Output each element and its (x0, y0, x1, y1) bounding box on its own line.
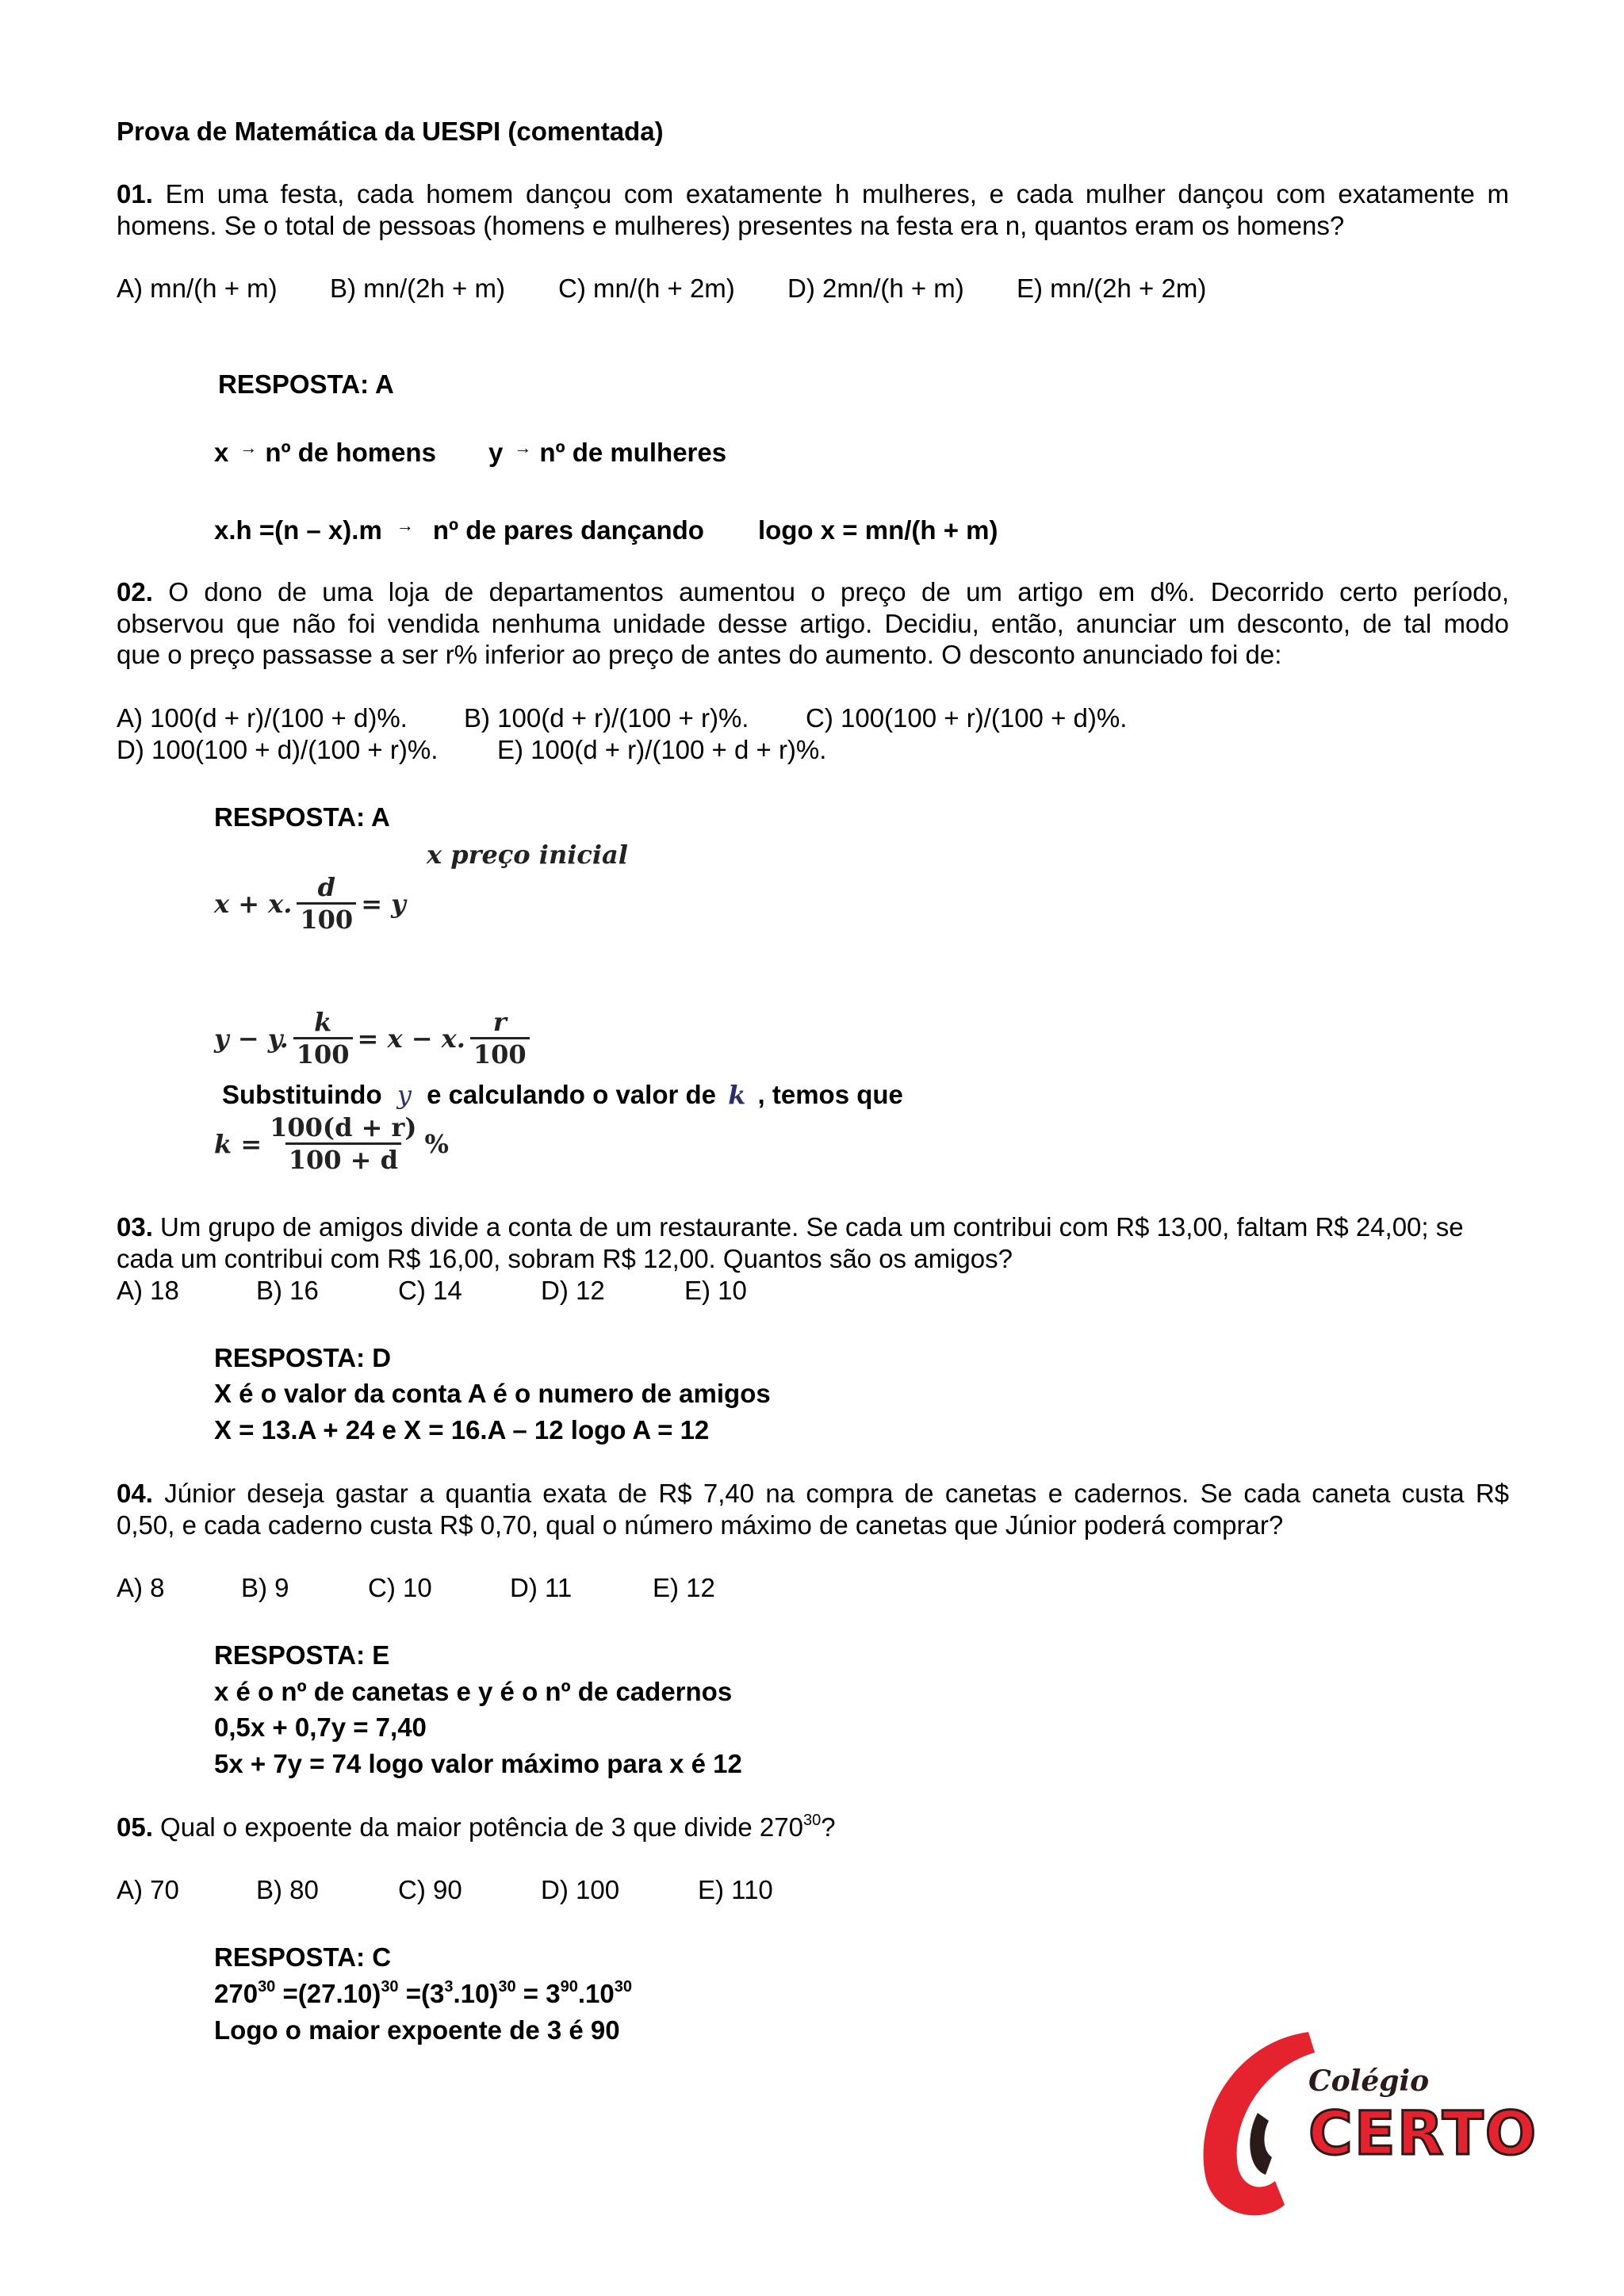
equation-line (214, 515, 998, 546)
solution-line: x é o nº de canetas e y é o nº de cadernos (214, 1677, 733, 1706)
equation-part: k = (214, 1128, 262, 1159)
logo-line-2: CERTO (1308, 2098, 1538, 2168)
result-formula (214, 1112, 449, 1175)
question-number: 03. (117, 1212, 153, 1242)
option-c: C) 90 (398, 1875, 462, 1904)
calc-part: 270 (214, 1979, 259, 2008)
option-d: D) 11 (510, 1573, 573, 1602)
equation-discount (214, 1007, 534, 1070)
calc-part: =(3 (398, 1979, 445, 2008)
question-3-line-2: cada um contribui com R$ 16,00, sobram R$ 12,00. Quantos são os amigos? (117, 1244, 1013, 1273)
colegio-certo-logo (1189, 2018, 1554, 2224)
substitution-line (222, 1079, 903, 1111)
exponent: 30 (381, 1978, 399, 1996)
exponent: 3 (444, 1978, 454, 1996)
option-e: E) 100(d + r)/(100 + d + r)%. (497, 735, 827, 764)
question-4-line-2: 0,50, e cada caderno custa R$ 0,70, qual o número máximo de canetas que Júnior poderá comprar? (117, 1510, 1284, 1540)
question-text: O dono de uma loja de departamentos aumentou o preço de um artigo em d%. Decorrido certo período, (168, 577, 1509, 607)
option-d: D) 12 (541, 1276, 605, 1305)
equation-text: nº de pares dançando (432, 515, 704, 545)
solution-calculation (214, 1978, 632, 2010)
exponent: 30 (258, 1978, 276, 1996)
option-b: B) 80 (256, 1875, 319, 1904)
question-text: Um grupo de amigos divide a conta de um restaurante. Se cada um contribui com R$ 13,00, faltam R$ 24,00; se (160, 1212, 1464, 1242)
question-4-line-1 (117, 1478, 1509, 1510)
question-number: 05. (117, 1812, 153, 1842)
solution-line: X é o valor da conta A é o numero de amigos (214, 1379, 771, 1408)
var-k: k (728, 1080, 746, 1110)
denominator: 100 (293, 1037, 353, 1070)
option-c: C) 10 (368, 1573, 432, 1602)
equation-part: = x − x. (357, 1023, 465, 1054)
solution-line: Logo o maior expoente de 3 é 90 (214, 2015, 620, 2045)
option-d: D) 100 (541, 1875, 620, 1904)
option-a: A) 18 (117, 1276, 179, 1305)
answer-label: RESPOSTA: C (214, 1942, 392, 1972)
question-1-options (117, 273, 1206, 304)
question-1-line-1 (117, 178, 1509, 210)
substitution-text: Substituindo (222, 1080, 382, 1109)
question-number: 04. (117, 1479, 153, 1508)
numerator: r (492, 1007, 507, 1037)
page-title: Prova de Matemática da UESPI (comentada) (117, 117, 664, 146)
logo-line-1: Colégio (1308, 2064, 1430, 2098)
option-b: B) mn/(2h + m) (330, 274, 505, 303)
question-5-options (117, 1874, 773, 1906)
question-5-line-1 (117, 1812, 836, 1843)
numerator: 100(d + r) (270, 1112, 417, 1142)
question-2-line-2: observou que não foi vendida nenhuma unidade desse artigo. Decidiu, então, anunciar um desconto, de tal modo (117, 609, 1509, 638)
option-b: B) 100(d + r)/(100 + r)%. (464, 703, 749, 733)
denominator: 100 + d (285, 1142, 401, 1175)
solution-line: 0,5x + 0,7y = 7,40 (214, 1712, 427, 1742)
definitions (214, 437, 726, 469)
question-2-line-1 (117, 576, 1509, 608)
option-c: C) mn/(h + 2m) (558, 274, 735, 303)
exponent: 90 (560, 1978, 578, 1996)
numerator: d (317, 872, 335, 902)
numerator: k (314, 1007, 332, 1037)
fraction (266, 1112, 419, 1175)
question-text: Júnior deseja gastar a quantia exata de R$ 7,40 na compra de canetas e cadernos. Se cada caneta custa R$ (164, 1479, 1510, 1508)
question-2-line-3: que o preço passasse a ser r% inferior ao preço de antes do aumento. O desconto anunciado foi de: (117, 640, 1282, 669)
calc-part: .10 (577, 1979, 615, 2008)
initial-price-note: x preço inicial (427, 840, 628, 870)
var-y: y (488, 438, 504, 467)
definition-text: nº de homens (265, 438, 436, 467)
question-text: Qual o expoente da maior potência de 3 que divide 270 (160, 1812, 803, 1842)
definition-text: nº de mulheres (539, 438, 727, 467)
question-3-options (117, 1275, 747, 1307)
conclusion: logo x = mn/(h + m) (757, 515, 998, 545)
equation: x.h =(n – x).m (214, 515, 382, 545)
option-a: A) 8 (117, 1573, 165, 1602)
logo-c-shadow (1250, 2113, 1272, 2175)
answer-label: RESPOSTA: A (218, 369, 394, 399)
var-x: x (214, 438, 229, 467)
exponent: 30 (614, 1978, 632, 1996)
option-e: E) mn/(2h + 2m) (1017, 274, 1207, 303)
exponent: 30 (802, 1812, 822, 1829)
answer-label: RESPOSTA: E (214, 1640, 390, 1670)
question-number: 01. (117, 179, 153, 209)
denominator: 100 (297, 902, 356, 935)
question-text: ? (821, 1812, 836, 1842)
arrow-icon: → (396, 515, 414, 535)
option-a: A) mn/(h + m) (117, 274, 278, 303)
question-2-options-row-1 (117, 702, 1127, 734)
option-b: B) 9 (241, 1573, 289, 1602)
equation-part: = y (361, 888, 406, 919)
arrow-icon: → (239, 438, 258, 457)
option-e: E) 12 (653, 1573, 715, 1602)
question-4-options (117, 1572, 715, 1604)
exponent: 30 (498, 1978, 516, 1996)
equation-part: y − y. (214, 1023, 289, 1054)
option-a: A) 70 (117, 1875, 179, 1904)
equation-increase (214, 872, 406, 935)
question-number: 02. (117, 577, 153, 607)
option-c: C) 14 (398, 1276, 462, 1305)
percent-sign: % (424, 1128, 449, 1159)
calc-part: = 3 (515, 1979, 561, 2008)
substitution-text: , temos que (757, 1080, 903, 1109)
fraction (470, 1007, 530, 1070)
option-d: D) 100(100 + d)/(100 + r)%. (117, 735, 439, 764)
answer-label: RESPOSTA: A (214, 802, 390, 832)
question-text: Em uma festa, cada homem dançou com exatamente h mulheres, e cada mulher dançou com exatamente m (165, 179, 1509, 209)
question-2-options-row-2 (117, 734, 826, 766)
calc-part: .10) (453, 1979, 499, 2008)
calc-part: =(27.10) (275, 1979, 381, 2008)
option-e: E) 110 (698, 1875, 773, 1904)
option-b: B) 16 (256, 1276, 319, 1305)
question-3-line-1 (117, 1211, 1464, 1243)
answer-label: RESPOSTA: D (214, 1343, 392, 1372)
fraction (293, 1007, 353, 1070)
solution-line: 5x + 7y = 74 logo valor máximo para x é 12 (214, 1749, 742, 1778)
solution-line: X = 13.A + 24 e X = 16.A – 12 logo A = 12 (214, 1415, 710, 1445)
denominator: 100 (470, 1037, 530, 1070)
var-y: y (396, 1080, 412, 1110)
option-a: A) 100(d + r)/(100 + d)%. (117, 703, 408, 733)
option-c: C) 100(100 + r)/(100 + d)%. (806, 703, 1128, 733)
equation-part: x + x. (214, 888, 293, 919)
substitution-text: e calculando o valor de (427, 1080, 717, 1109)
arrow-icon: → (514, 438, 532, 457)
option-e: E) 10 (684, 1276, 747, 1305)
option-d: D) 2mn/(h + m) (787, 274, 964, 303)
question-1-line-2: homens. Se o total de pessoas (homens e mulheres) presentes na festa era n, quantos eram os homens? (117, 211, 1345, 240)
fraction (297, 872, 356, 935)
